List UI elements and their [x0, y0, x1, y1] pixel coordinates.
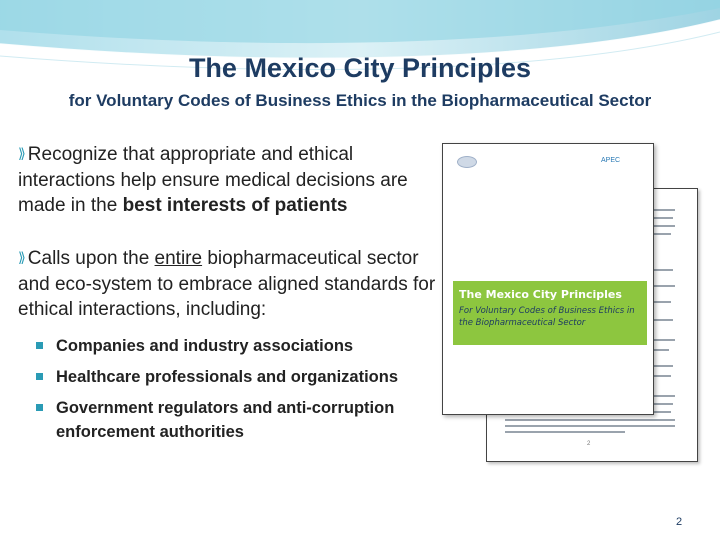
sub-bullet-item: Companies and industry associations — [36, 334, 438, 358]
bullet-arrow-icon: ⟫ — [18, 249, 26, 265]
bullet-list — [18, 142, 438, 451]
slide-title: The Mexico City Principles — [188, 53, 532, 83]
slide-subtitle: for Voluntary Codes of Business Ethics in the Biopharmaceutical Sector — [68, 91, 652, 110]
bullet-underline: entire — [154, 248, 203, 269]
apec-logo: APEC — [601, 157, 621, 164]
bullet-emphasis: best interests of patients — [122, 195, 348, 216]
document-cover-page — [442, 143, 654, 415]
sub-bullet-item: Healthcare professionals and organizations — [36, 365, 438, 389]
back-page-number: 2 — [587, 441, 591, 447]
bullet-text: biopharmaceutical sector and eco-system to embrace aligned standards for ethical interactions, including: — [18, 248, 436, 320]
page-number: 2 — [676, 516, 683, 528]
bullet-item — [18, 142, 438, 218]
bullet-item — [18, 246, 438, 444]
cover-subtitle: For Voluntary Codes of Business Ethics in the Biopharmaceutical Sector — [459, 306, 635, 328]
bullet-text: Calls upon the — [27, 248, 155, 269]
sub-bullet-item: Government regulators and anti-corruption enforcement authorities — [36, 396, 438, 444]
bullet-arrow-icon: ⟫ — [18, 145, 26, 161]
square-bullet-icon — [36, 342, 43, 349]
square-bullet-icon — [36, 404, 43, 411]
bullet-text: Recognize that appropriate and ethical interactions help ensure medical decisions are made in the — [18, 144, 408, 216]
cover-title-band — [453, 281, 647, 345]
square-bullet-icon — [36, 373, 43, 380]
cover-title: The Mexico City Principles — [459, 288, 622, 301]
sub-bullet-list — [36, 334, 438, 444]
organization-logo-icon — [457, 156, 477, 168]
